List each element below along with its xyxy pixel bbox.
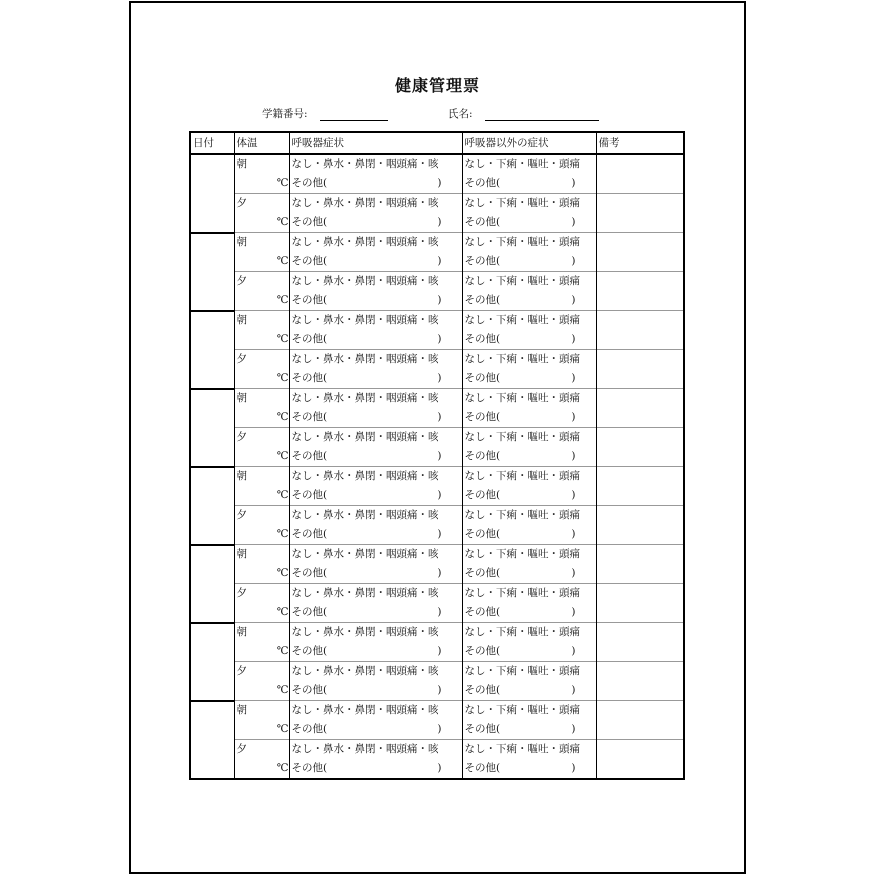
table-row (190, 623, 684, 643)
close-paren: ) (571, 489, 576, 501)
other-symptom-options[interactable]: なし・下痢・嘔吐・頭痛 (462, 545, 596, 565)
header-temperature: 体温 (234, 132, 289, 154)
temperature-cell[interactable] (234, 720, 289, 740)
close-paren: ) (571, 372, 576, 384)
student-id-label: 学籍番号: (262, 108, 308, 120)
respiratory-other-field[interactable] (289, 642, 462, 662)
close-paren: ) (437, 723, 442, 735)
celsius-unit: ℃ (276, 528, 289, 540)
other-text: その他( (291, 450, 328, 462)
close-paren: ) (437, 645, 442, 657)
close-paren: ) (437, 762, 442, 774)
close-paren: ) (571, 762, 576, 774)
temperature-cell[interactable] (234, 486, 289, 506)
table-row (190, 194, 684, 214)
close-paren: ) (571, 294, 576, 306)
other-text: その他( (464, 762, 501, 774)
celsius-unit: ℃ (276, 684, 289, 696)
respiratory-options[interactable]: なし・鼻水・鼻閉・咽頭痛・咳 (289, 233, 462, 253)
close-paren: ) (571, 411, 576, 423)
name-field (448, 106, 599, 121)
respiratory-other-field[interactable] (289, 252, 462, 272)
slot-label: 夕 (234, 272, 289, 292)
notes-cell[interactable] (596, 389, 684, 428)
celsius-unit: ℃ (276, 177, 289, 189)
page-title: 健康管理票 (394, 76, 480, 95)
health-log-table (189, 131, 685, 780)
notes-cell[interactable] (596, 662, 684, 701)
slot-label: 夕 (234, 194, 289, 214)
respiratory-other-field[interactable] (289, 564, 462, 584)
other-text: その他( (464, 411, 501, 423)
notes-cell[interactable] (596, 467, 684, 506)
table-row (190, 350, 684, 370)
close-paren: ) (571, 177, 576, 189)
close-paren: ) (437, 216, 442, 228)
temperature-cell[interactable] (234, 564, 289, 584)
other-symptom-other-field[interactable] (462, 720, 596, 740)
date-cell[interactable] (190, 623, 234, 701)
slot-label: 朝 (234, 154, 289, 174)
date-cell[interactable] (190, 311, 234, 389)
other-symptom-options[interactable]: なし・下痢・嘔吐・頭痛 (462, 428, 596, 448)
other-text: その他( (464, 489, 501, 501)
close-paren: ) (571, 255, 576, 267)
notes-cell[interactable] (596, 311, 684, 350)
slot-label: 夕 (234, 350, 289, 370)
name-line[interactable] (485, 109, 599, 121)
close-paren: ) (437, 372, 442, 384)
other-text: その他( (291, 177, 328, 189)
temperature-cell[interactable] (234, 330, 289, 350)
table-row (190, 662, 684, 682)
other-text: その他( (291, 606, 328, 618)
other-symptom-options[interactable]: なし・下痢・嘔吐・頭痛 (462, 272, 596, 292)
temperature-cell[interactable] (234, 603, 289, 623)
temperature-cell[interactable] (234, 369, 289, 389)
other-text: その他( (291, 372, 328, 384)
header-date: 日付 (190, 132, 234, 154)
date-cell[interactable] (190, 545, 234, 623)
close-paren: ) (571, 528, 576, 540)
close-paren: ) (571, 684, 576, 696)
celsius-unit: ℃ (276, 372, 289, 384)
respiratory-other-field[interactable] (289, 486, 462, 506)
date-cell[interactable] (190, 467, 234, 545)
celsius-unit: ℃ (276, 294, 289, 306)
close-paren: ) (437, 255, 442, 267)
respiratory-options[interactable]: なし・鼻水・鼻閉・咽頭痛・咳 (289, 662, 462, 682)
header-respiratory: 呼吸器症状 (289, 132, 462, 154)
other-text: その他( (464, 294, 501, 306)
other-text: その他( (464, 567, 501, 579)
close-paren: ) (571, 567, 576, 579)
temperature-cell[interactable] (234, 759, 289, 779)
other-symptom-other-field[interactable] (462, 681, 596, 701)
table-row (190, 272, 684, 292)
other-symptom-other-field[interactable] (462, 525, 596, 545)
slot-label: 朝 (234, 701, 289, 721)
respiratory-options[interactable]: なし・鼻水・鼻閉・咽頭痛・咳 (289, 623, 462, 643)
other-symptom-options[interactable]: なし・下痢・嘔吐・頭痛 (462, 623, 596, 643)
other-text: その他( (291, 294, 328, 306)
other-symptom-options[interactable]: なし・下痢・嘔吐・頭痛 (462, 389, 596, 409)
celsius-unit: ℃ (276, 333, 289, 345)
other-text: その他( (291, 762, 328, 774)
other-text: その他( (464, 372, 501, 384)
slot-label: 夕 (234, 506, 289, 526)
notes-cell[interactable] (596, 233, 684, 272)
table-row (190, 467, 684, 487)
celsius-unit: ℃ (276, 567, 289, 579)
header-row (190, 132, 684, 154)
temperature-cell[interactable] (234, 525, 289, 545)
respiratory-options[interactable]: なし・鼻水・鼻閉・咽頭痛・咳 (289, 428, 462, 448)
slot-label: 朝 (234, 623, 289, 643)
temperature-cell[interactable] (234, 174, 289, 194)
slot-label: 夕 (234, 584, 289, 604)
other-symptom-other-field[interactable] (462, 252, 596, 272)
close-paren: ) (437, 489, 442, 501)
other-symptom-other-field[interactable] (462, 174, 596, 194)
respiratory-options[interactable]: なし・鼻水・鼻閉・咽頭痛・咳 (289, 701, 462, 721)
other-symptom-other-field[interactable] (462, 486, 596, 506)
date-cell[interactable] (190, 233, 234, 311)
table-row (190, 584, 684, 604)
notes-cell[interactable] (596, 154, 684, 194)
other-text: その他( (291, 255, 328, 267)
respiratory-options[interactable]: なし・鼻水・鼻閉・咽頭痛・咳 (289, 467, 462, 487)
table-row (190, 389, 684, 409)
respiratory-other-field[interactable] (289, 525, 462, 545)
other-text: その他( (464, 255, 501, 267)
other-symptom-options[interactable]: なし・下痢・嘔吐・頭痛 (462, 194, 596, 214)
header-notes: 備考 (596, 132, 684, 154)
other-text: その他( (464, 723, 501, 735)
other-symptom-other-field[interactable] (462, 642, 596, 662)
table-row (190, 701, 684, 721)
notes-cell[interactable] (596, 506, 684, 545)
notes-cell[interactable] (596, 350, 684, 389)
respiratory-options[interactable]: なし・鼻水・鼻閉・咽頭痛・咳 (289, 194, 462, 214)
other-symptom-other-field[interactable] (462, 213, 596, 233)
temperature-cell[interactable] (234, 447, 289, 467)
celsius-unit: ℃ (276, 645, 289, 657)
table-row (190, 154, 684, 174)
close-paren: ) (571, 645, 576, 657)
close-paren: ) (437, 684, 442, 696)
name-label: 氏名: (448, 108, 473, 120)
respiratory-options[interactable]: なし・鼻水・鼻閉・咽頭痛・咳 (289, 740, 462, 760)
student-id-line[interactable] (320, 109, 388, 121)
close-paren: ) (571, 450, 576, 462)
celsius-unit: ℃ (276, 411, 289, 423)
slot-label: 朝 (234, 467, 289, 487)
other-symptom-options[interactable]: なし・下痢・嘔吐・頭痛 (462, 233, 596, 253)
respiratory-other-field[interactable] (289, 369, 462, 389)
other-text: その他( (464, 333, 501, 345)
table-row (190, 506, 684, 526)
table-row (190, 233, 684, 253)
slot-label: 朝 (234, 545, 289, 565)
close-paren: ) (571, 333, 576, 345)
date-cell[interactable] (190, 389, 234, 467)
celsius-unit: ℃ (276, 216, 289, 228)
table-row (190, 740, 684, 760)
temperature-cell[interactable] (234, 213, 289, 233)
other-symptom-other-field[interactable] (462, 408, 596, 428)
other-text: その他( (464, 216, 501, 228)
close-paren: ) (571, 216, 576, 228)
table-row (190, 428, 684, 448)
respiratory-other-field[interactable] (289, 720, 462, 740)
celsius-unit: ℃ (276, 606, 289, 618)
respiratory-options[interactable]: なし・鼻水・鼻閉・咽頭痛・咳 (289, 154, 462, 174)
other-symptom-options[interactable]: なし・下痢・嘔吐・頭痛 (462, 154, 596, 174)
respiratory-other-field[interactable] (289, 603, 462, 623)
slot-label: 朝 (234, 389, 289, 409)
other-symptom-options[interactable]: なし・下痢・嘔吐・頭痛 (462, 662, 596, 682)
notes-cell[interactable] (596, 194, 684, 233)
respiratory-other-field[interactable] (289, 291, 462, 311)
respiratory-other-field[interactable] (289, 330, 462, 350)
celsius-unit: ℃ (276, 450, 289, 462)
other-text: その他( (464, 606, 501, 618)
other-text: その他( (291, 684, 328, 696)
temperature-cell[interactable] (234, 252, 289, 272)
other-text: その他( (464, 645, 501, 657)
respiratory-other-field[interactable] (289, 174, 462, 194)
other-text: その他( (291, 216, 328, 228)
respiratory-options[interactable]: なし・鼻水・鼻閉・咽頭痛・咳 (289, 506, 462, 526)
other-text: その他( (291, 333, 328, 345)
slot-label: 夕 (234, 740, 289, 760)
other-symptom-options[interactable]: なし・下痢・嘔吐・頭痛 (462, 701, 596, 721)
header-other-symptoms: 呼吸器以外の症状 (462, 132, 596, 154)
other-text: その他( (464, 528, 501, 540)
other-symptom-other-field[interactable] (462, 564, 596, 584)
temperature-cell[interactable] (234, 681, 289, 701)
respiratory-other-field[interactable] (289, 447, 462, 467)
notes-cell[interactable] (596, 545, 684, 584)
other-symptom-other-field[interactable] (462, 603, 596, 623)
notes-cell[interactable] (596, 428, 684, 467)
other-symptom-options[interactable]: なし・下痢・嘔吐・頭痛 (462, 311, 596, 331)
other-symptom-options[interactable]: なし・下痢・嘔吐・頭痛 (462, 740, 596, 760)
other-symptom-other-field[interactable] (462, 759, 596, 779)
other-text: その他( (291, 411, 328, 423)
other-symptom-other-field[interactable] (462, 447, 596, 467)
slot-label: 夕 (234, 428, 289, 448)
respiratory-options[interactable]: なし・鼻水・鼻閉・咽頭痛・咳 (289, 350, 462, 370)
respiratory-other-field[interactable] (289, 213, 462, 233)
temperature-cell[interactable] (234, 291, 289, 311)
respiratory-other-field[interactable] (289, 681, 462, 701)
celsius-unit: ℃ (276, 762, 289, 774)
respiratory-options[interactable]: なし・鼻水・鼻閉・咽頭痛・咳 (289, 584, 462, 604)
respiratory-options[interactable]: なし・鼻水・鼻閉・咽頭痛・咳 (289, 389, 462, 409)
other-symptom-other-field[interactable] (462, 291, 596, 311)
student-id-field (262, 106, 388, 121)
close-paren: ) (437, 528, 442, 540)
other-text: その他( (291, 723, 328, 735)
notes-cell[interactable] (596, 584, 684, 623)
table-row (190, 545, 684, 565)
notes-cell[interactable] (596, 272, 684, 311)
notes-cell[interactable] (596, 701, 684, 740)
other-symptom-other-field[interactable] (462, 369, 596, 389)
close-paren: ) (437, 411, 442, 423)
close-paren: ) (437, 333, 442, 345)
respiratory-other-field[interactable] (289, 408, 462, 428)
respiratory-options[interactable]: なし・鼻水・鼻閉・咽頭痛・咳 (289, 545, 462, 565)
celsius-unit: ℃ (276, 489, 289, 501)
table-row (190, 311, 684, 331)
temperature-cell[interactable] (234, 408, 289, 428)
other-text: その他( (464, 177, 501, 189)
notes-cell[interactable] (596, 740, 684, 780)
other-symptom-options[interactable]: なし・下痢・嘔吐・頭痛 (462, 506, 596, 526)
respiratory-options[interactable]: なし・鼻水・鼻閉・咽頭痛・咳 (289, 311, 462, 331)
temperature-cell[interactable] (234, 642, 289, 662)
close-paren: ) (437, 450, 442, 462)
other-symptom-options[interactable]: なし・下痢・嘔吐・頭痛 (462, 584, 596, 604)
other-symptom-other-field[interactable] (462, 330, 596, 350)
respiratory-other-field[interactable] (289, 759, 462, 779)
other-text: その他( (291, 528, 328, 540)
close-paren: ) (437, 606, 442, 618)
notes-cell[interactable] (596, 623, 684, 662)
respiratory-options[interactable]: なし・鼻水・鼻閉・咽頭痛・咳 (289, 272, 462, 292)
other-symptom-options[interactable]: なし・下痢・嘔吐・頭痛 (462, 350, 596, 370)
close-paren: ) (437, 567, 442, 579)
close-paren: ) (437, 177, 442, 189)
close-paren: ) (437, 294, 442, 306)
other-symptom-options[interactable]: なし・下痢・嘔吐・頭痛 (462, 467, 596, 487)
slot-label: 夕 (234, 662, 289, 682)
close-paren: ) (571, 723, 576, 735)
celsius-unit: ℃ (276, 255, 289, 267)
other-text: その他( (291, 567, 328, 579)
date-cell[interactable] (190, 154, 234, 233)
other-text: その他( (464, 450, 501, 462)
close-paren: ) (571, 606, 576, 618)
other-text: その他( (291, 489, 328, 501)
date-cell[interactable] (190, 701, 234, 780)
other-text: その他( (464, 684, 501, 696)
slot-label: 朝 (234, 311, 289, 331)
other-text: その他( (291, 645, 328, 657)
celsius-unit: ℃ (276, 723, 289, 735)
slot-label: 朝 (234, 233, 289, 253)
